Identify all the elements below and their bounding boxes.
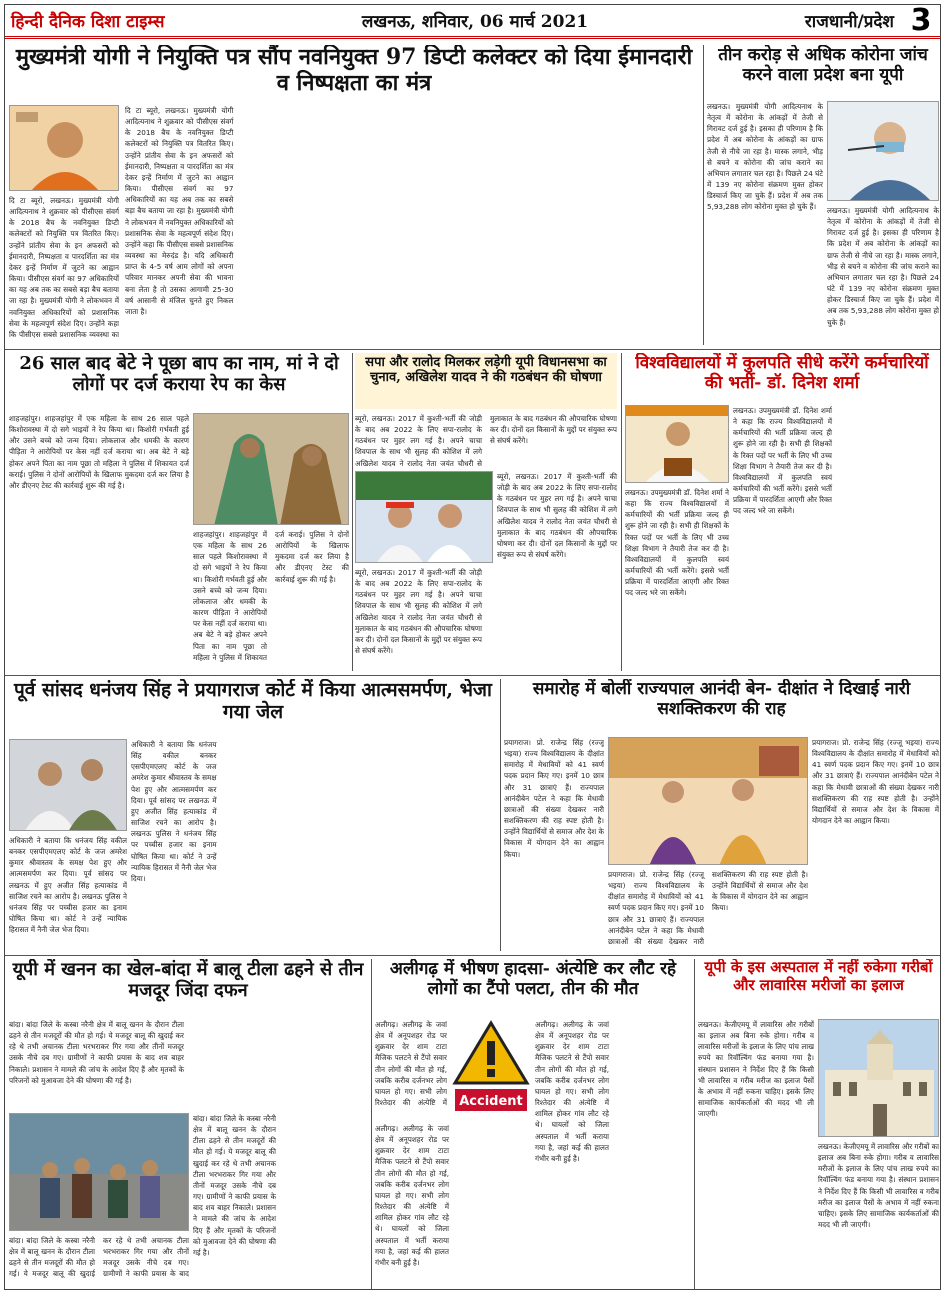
banda-body-a: बांदा। बांदा जिले के कस्बा नरैनी क्षेत्र में बालू खनन के दौरान टीला ढहने से तीन मजदूरों की मौत हो गई। ये मजदूर बालू की खुदाई कर रहे थे तभी अचानक टीला भरभराकर गिर गया और तीनों मजदूर उसके नीचे दब गए। ग्रामीणों ने काफी प्रयास के बाद शव बाहर निकाले। प्रशासन ने मामले की जांच के आदेश दिए हैं और मृतकों के परिजनों को मुआवजा देने की घोषणा की गई है। <box>9 1020 184 1085</box>
kgmu-photo <box>818 1019 939 1137</box>
dhananjay-body-a: अधिकारी ने बताया कि धनंजय सिंह वकील बनकर एसपीएमएलए कोर्ट के जज अमरेश कुमार श्रीवास्तव के समक्ष पेश हुए और आत्मसमर्पण कर दिया। पूर्व सांसद पर लखनऊ में हुए अजीत सिंह हत्याकांड में साजिश रचने का आरोप है। लखनऊ पुलिस ने धनंजय सिंह पर पच्चीस हजार का इनाम घोषित किया था। कोर्ट ने उन्हें न्यायिक हिरासत में नैनी जेल भेज दिया। <box>9 836 127 935</box>
lead-body-cols: दि टा ब्यूरो, लखनऊ। मुख्यमंत्री योगी आदित्यनाथ ने शुक्रवार को पीसीएस संवर्ग के 2018 बैच के नवनियुक्त डिप्टी कलेक्टरों को नियुक्ति पत्र वितरित किए। उन्होंने प्रांतीय सेवा के इन अफसरों को ईमानदारी, निष्पक्षता व पारदर्शिता का मंत्र देकर इन्हें निर्माण में जुटने का आह्वान किया। पीसीएस संवर्ग का 97 अधिकारियों का यह अब तक का सबसे बड़ा बैच बताया जा रहा है। मुख्यमंत्री योगी ने लोकभवन में नवनियुक्त अधिकारियों को प्रशासनिक सेवा के महत्वपूर्ण संदेश दिए। उन्होंने कहा कि पीसीएस सबसे प्रशासनिक व्यवस्था का मेरुदंड है। यदि अधिकारी प्राप्त के 4-5 वर्ष आम लोगों को अपना परिवार मानकर अपनी सेवा की भावना बना लेता है तो उसका आगामी 25-30 वर्ष आसानी से मंजिल चुनते हुए निकल जाता है। <box>125 106 234 316</box>
dhananjay-body-b: अधिकारी ने बताया कि धनंजय सिंह वकील बनकर एसपीएमएलए कोर्ट के जज अमरेश कुमार श्रीवास्तव के समक्ष पेश हुए और आत्मसमर्पण कर दिया। पूर्व सांसद पर लखनऊ में हुए अजीत सिंह हत्याकांड में साजिश रचने का आरोप है। लखनऊ पुलिस ने धनंजय सिंह पर पच्चीस हजार का इनाम घोषित किया था। कोर्ट ने उन्हें न्यायिक हिरासत में नैनी जेल भेज दिया। <box>131 740 217 883</box>
banda-photo <box>9 1113 189 1231</box>
yogi-photo <box>9 105 119 191</box>
rape-headline: 26 साल बाद बेटे ने पूछा बाप का नाम, मां ने दो लोगों पर दर्ज कराया रेप का केस <box>19 353 339 396</box>
hospital-body-a: लखनऊ। केजीएमयू में लावारिस और गरीबों का इलाज अब बिना रुके होगा। गरीब व लावारिस मरीजों के इलाज के लिए पांच लाख रुपये का रिवॉल्विंग फंड बनाया गया है। संस्थान प्रशासन ने निर्देश दिए हैं कि किसी भी लावारिस व गरीब मरीज का इलाज पैसों के अभाव में नहीं रुकना चाहिए। इसके लिए सामाजिक कार्यकर्ताओं की मदद भी ली जाएगी। <box>698 1020 814 1119</box>
dhananjay-headline: पूर्व सांसद धनंजय सिंह ने प्रयागराज कोर्ट में किया आत्मसमर्पण, भेजा गया जेल <box>14 679 492 724</box>
corona-test-photo <box>827 101 939 201</box>
hospital-article <box>698 959 939 1289</box>
vc-article <box>625 353 939 671</box>
rape-article <box>9 353 349 671</box>
sapa-article <box>355 353 617 671</box>
sapa-body-top: ब्यूरो, लखनऊ। 2017 में कुश्ती-भर्ती की जोड़ी के बाद अब 2022 के लिए सपा-रालोद के गठबंधन पर मुहर लग गई है। अपने चाचा शिवपाल के साथ भी सुलह की कोशिश में लगे अखिलेश यादव ने रालोद नेता जयंत चौधरी से मुलाकात के बाद गठबंधन की औपचारिक घोषणा कर दी। दोनों दल किसानों के मुद्दों पर संयुक्त रूप से संघर्ष करेंगे। <box>355 414 617 468</box>
sapa-body-side: ब्यूरो, लखनऊ। 2017 में कुश्ती-भर्ती की जोड़ी के बाद अब 2022 के लिए सपा-रालोद के गठबंधन पर मुहर लग गई है। अपने चाचा शिवपाल के साथ भी सुलह की कोशिश में लगे अखिलेश यादव ने रालोद नेता जयंत चौधरी से मुलाकात के बाद गठबंधन की औपचारिक घोषणा कर दी। दोनों दल किसानों के मुद्दों पर संयुक्त रूप से संघर्ष करेंगे। <box>497 472 617 560</box>
corona-body-right: लखनऊ। मुख्यमंत्री योगी आदित्यनाथ के नेतृत्व में कोरोना के आंकड़ों में तेजी से गिरावट दर्ज हुई है। इसका ही परिणाम है कि प्रदेश में अब कोरोना के आंकड़ों का ग्राफ तेजी से नीचे जा रहा है। मास्क लगाने, भीड़ से बचने व कोरोना की जांच कराने का अभियान लगातार चल रहा है। पिछले 24 घंटे में 139 नए कोरोना संक्रमण मुक्त होकर डिस्चार्ज किए जा चुके हैं। प्रदेश में अब तक 5,93,288 लोग कोरोना मुक्त हो चुके हैं। <box>827 206 939 327</box>
paper-name: हिन्दी दैनिक दिशा टाइम्स <box>11 12 165 32</box>
lead-article <box>9 45 699 345</box>
banda-headline: यूपी में खनन का खेल-बांदा में बालू टीला ढहने से तीन मजदूर जिंदा दफन <box>12 959 364 1002</box>
lead-body: दि टा ब्यूरो, लखनऊ। मुख्यमंत्री योगी आदित्यनाथ ने शुक्रवार को पीसीएस संवर्ग के 2018 बैच के नवनियुक्त डिप्टी कलेक्टरों को नियुक्ति पत्र वितरित किए। उन्होंने प्रांतीय सेवा के इन अफसरों को ईमानदारी, निष्पक्षता व पारदर्शिता का मंत्र देकर इन्हें निर्माण में जुटने का आह्वान किया। पीसीएस संवर्ग का 97 अधिकारियों का यह अब तक का सबसे बड़ा बैच बताया जा रहा है। मुख्यमंत्री योगी ने लोकभवन में नवनियुक्त अधिकारियों को प्रशासनिक सेवा के महत्वपूर्ण संदेश दिए। उन्होंने कहा कि पीसीएस सबसे प्रशासनिक व्यवस्था का <box>9 196 119 339</box>
anandi-body-b: प्रयागराज। प्रो. राजेन्द्र सिंह (रज्जू भइया) राज्य विश्वविद्यालय के दीक्षांत समारोह में मेधावियों को 41 स्वर्ण पदक प्रदान किए गए। इनमें 10 छात्र और 31 छात्राएं हैं। राज्यपाल आनंदीबेन पटेल ने कहा कि मेधावी छात्राओं की संख्या देखकर नारी सशक्तिकरण की राह स्पष्ट होती है। उन्होंने विद्यार्थियों से समाज और देश के विकास में योगदान देने का आह्वान किया। <box>608 870 808 946</box>
aligarh-headline: अलीगढ़ में भीषण हादसा- अंत्येष्टि कर लौट रहे लोगों का टैंपो पलटा, तीन की मौत <box>389 959 677 1000</box>
vc-body-b: लखनऊ। उपमुख्यमंत्री डॉ. दिनेश शर्मा ने कहा कि राज्य विश्वविद्यालयों में कर्मचारियों की भर्ती प्रक्रिया जल्द ही शुरू होने जा रही है। सभी ही शिक्षकों के रिक्त पदों पर भर्ती के लिए भी उच्च शिक्षा विभाग ने तैयारी तेज कर दी है। विश्वविद्यालयों में कुलपति स्वयं कर्मचारियों की भर्ती करेंगे। इससे भर्ती प्रक्रिया में पारदर्शिता आएगी और रिक्त पद जल्द भरे जा सकेंगे। <box>733 406 832 516</box>
page-number: 3 <box>902 6 940 36</box>
newspaper-page <box>4 4 941 1290</box>
sapa-body-bottom: ब्यूरो, लखनऊ। 2017 में कुश्ती-भर्ती की जोड़ी के बाद अब 2022 के लिए सपा-रालोद के गठबंधन पर मुहर लग गई है। अपने चाचा शिवपाल के साथ भी सुलह की कोशिश में लगे अखिलेश यादव ने रालोद नेता जयंत चौधरी से मुलाकात के बाद गठबंधन की औपचारिक घोषणा कर दी। दोनों दल किसानों के मुद्दों पर संयुक्त रूप से संघर्ष करेंगे। <box>355 568 482 656</box>
aligarh-body-c: अलीगढ़। अलीगढ़ के जवां क्षेत्र में अनूपशहर रोड पर शुक्रवार देर शाम टाटा मैजिक पलटने से टैंपो सवार तीन लोगों की मौत हो गई, जबकि करीब दर्जनभर लोग घायल हो गए। सभी लोग रिश्तेदार की अंत्येष्टि में शामिल होकर गांव लौट रहे थे। घायलों को जिला अस्पताल में भर्ती कराया गया है, जहां कई की हालत गंभीर बनी हुई है। <box>375 1124 449 1267</box>
section-name: राजधानी/प्रदेश <box>804 12 894 32</box>
corona-headline: तीन करोड़ से अधिक कोरोना जांच करने वाला प्रदेश बना यूपी <box>718 45 928 86</box>
lead-headline: मुख्यमंत्री योगी ने नियुक्ति पत्र सौंप नवनियुक्त 97 डिप्टी कलेक्टर को दिया ईमानदारी व निष्पक्षता का मंत्र <box>15 45 693 96</box>
akhilesh-jayant-photo <box>355 471 493 563</box>
aligarh-body-a: अलीगढ़। अलीगढ़ के जवां क्षेत्र में अनूपशहर रोड पर शुक्रवार देर शाम टाटा मैजिक पलटने से टैंपो सवार तीन लोगों की मौत हो गई, जबकि करीब दर्जनभर लोग घायल हो गए। सभी लोग रिश्तेदार की अंत्येष्टि में <box>375 1020 447 1108</box>
corona-body: लखनऊ। मुख्यमंत्री योगी आदित्यनाथ के नेतृत्व में कोरोना के आंकड़ों में तेजी से गिरावट दर्ज हुई है। इसका ही परिणाम है कि प्रदेश में अब कोरोना के आंकड़ों का ग्राफ तेजी से नीचे जा रहा है। मास्क लगाने, भीड़ से बचने व कोरोना की जांच कराने का अभियान लगातार चल रहा है। पिछले 24 घंटे में 139 नए कोरोना संक्रमण मुक्त होकर डिस्चार्ज किए जा चुके हैं। प्रदेश में अब तक 5,93,288 लोग कोरोना मुक्त हो चुके हैं। <box>707 102 823 212</box>
aligarh-article <box>375 959 691 1289</box>
anandi-body-a: प्रयागराज। प्रो. राजेन्द्र सिंह (रज्जू भइया) राज्य विश्वविद्यालय के दीक्षांत समारोह में मेधावियों को 41 स्वर्ण पदक प्रदान किए गए। इनमें 10 छात्र और 31 छात्राएं हैं। राज्यपाल आनंदीबेन पटेल ने कहा कि मेधावी छात्राओं की संख्या देखकर नारी सशक्तिकरण की राह स्पष्ट होती है। उन्होंने विद्यार्थियों से समाज और देश के विकास में योगदान देने का आह्वान किया। <box>504 738 604 859</box>
rape-photo <box>193 413 349 525</box>
sapa-headline: सपा और रालोद मिलकर लड़ेगी यूपी विधानसभा का चुनाव, अखिलेश यादव ने की गठबंधन की घोषणा <box>355 353 617 409</box>
dinesh-sharma-photo <box>625 405 729 483</box>
masthead <box>5 2 940 39</box>
hospital-headline: यूपी के इस अस्पताल में नहीं रुकेगा गरीबों और लावारिस मरीजों का इलाज <box>704 959 933 994</box>
corona-article <box>707 45 939 345</box>
banda-body-c: बांदा। बांदा जिले के कस्बा नरैनी क्षेत्र में बालू खनन के दौरान टीला ढहने से तीन मजदूरों की मौत हो गई। ये मजदूर बालू की खुदाई कर रहे थे तभी अचानक टीला भरभराकर गिर गया और तीनों मजदूर उसके नीचे दब गए। ग्रामीणों ने काफी प्रयास के बाद <box>9 1236 189 1279</box>
banda-body-b: बांदा। बांदा जिले के कस्बा नरैनी क्षेत्र में बालू खनन के दौरान टीला ढहने से तीन मजदूरों की मौत हो गई। ये मजदूर बालू की खुदाई कर रहे थे तभी अचानक टीला भरभराकर गिर गया और तीनों मजदूर उसके नीचे दब गए। ग्रामीणों ने काफी प्रयास के बाद शव बाहर निकाले। प्रशासन ने मामले की जांच के आदेश दिए हैं और मृतकों के परिजनों को मुआवजा देने की घोषणा की गई है। <box>193 1114 276 1257</box>
dhananjay-photo <box>9 739 127 831</box>
rape-body-right: शाहजहांपुर। शाहजहांपुर में एक महिला के साथ 26 साल पहले किशोरावस्था में दो सगे भाइयों ने रेप किया था। किशोरी गर्भवती हुई और उसने बच्चे को जन्म दिया। लोकलाज और धमकी के कारण पीड़िता ने आरोपियों पर केस नहीं दर्ज कराया था। अब बेटे ने बड़े होकर अपने पिता का नाम पूछा तो महिला ने पुलिस में शिकायत दर्ज कराई। पुलिस ने दोनों आरोपियों के खिलाफ मुकदमा दर्ज कर लिया है और डीएनए टेस्ट की कार्रवाई शुरू की गई है। <box>193 530 349 662</box>
anandi-headline: समारोह में बोलीं राज्यपाल आनंदी बेन- दीक्षांत ने दिखाई नारी सशक्तिकरण की राह <box>532 679 911 720</box>
dhananjay-article <box>9 679 497 951</box>
accident-sign-text: Accident <box>459 1094 523 1109</box>
rape-body-left: शाहजहांपुर। शाहजहांपुर में एक महिला के साथ 26 साल पहले किशोरावस्था में दो सगे भाइयों ने रेप किया था। किशोरी गर्भवती हुई और उसने बच्चे को जन्म दिया। लोकलाज और धमकी के कारण पीड़िता ने आरोपियों पर केस नहीं दर्ज कराया था। अब बेटे ने बड़े होकर अपने पिता का नाम पूछा तो महिला ने पुलिस में शिकायत दर्ज कराई। पुलिस ने दोनों आरोपियों के खिलाफ मुकदमा दर्ज कर लिया है और डीएनए टेस्ट की कार्रवाई शुरू की गई है। <box>9 414 189 490</box>
convocation-photo <box>608 737 808 865</box>
anandi-body-c: प्रयागराज। प्रो. राजेन्द्र सिंह (रज्जू भइया) राज्य विश्वविद्यालय के दीक्षांत समारोह में मेधावियों को 41 स्वर्ण पदक प्रदान किए गए। इनमें 10 छात्र और 31 छात्राएं हैं। राज्यपाल आनंदीबेन पटेल ने कहा कि मेधावी छात्राओं की संख्या देखकर नारी सशक्तिकरण की राह स्पष्ट होती है। उन्होंने विद्यार्थियों से समाज और देश के विकास में योगदान देने का आह्वान किया। <box>812 738 939 826</box>
vc-headline: विश्वविद्यालयों में कुलपति सीधे करेंगे कर्मचारियों की भर्ती- डॉ. दिनेश शर्मा <box>635 353 929 394</box>
dateline: लखनऊ, शनिवार, 06 मार्च 2021 <box>361 12 589 32</box>
aligarh-body-b: अलीगढ़। अलीगढ़ के जवां क्षेत्र में अनूपशहर रोड पर शुक्रवार देर शाम टाटा मैजिक पलटने से टैंपो सवार तीन लोगों की मौत हो गई, जबकि करीब दर्जनभर लोग घायल हो गए। सभी लोग रिश्तेदार की अंत्येष्टि में शामिल होकर गांव लौट रहे थे। घायलों को जिला अस्पताल में भर्ती कराया गया है, जहां कई की हालत गंभीर बनी हुई है। <box>535 1020 609 1163</box>
accident-graphic <box>451 1019 531 1119</box>
anandi-article <box>504 679 939 951</box>
hospital-body-b: लखनऊ। केजीएमयू में लावारिस और गरीबों का इलाज अब बिना रुके होगा। गरीब व लावारिस मरीजों के इलाज के लिए पांच लाख रुपये का रिवॉल्विंग फंड बनाया गया है। संस्थान प्रशासन ने निर्देश दिए हैं कि किसी भी लावारिस व गरीब मरीज का इलाज पैसों के अभाव में नहीं रुकना चाहिए। इसके लिए सामाजिक कार्यकर्ताओं की मदद भी ली जाएगी। <box>818 1142 939 1230</box>
banda-article <box>9 959 367 1289</box>
vc-body-a: लखनऊ। उपमुख्यमंत्री डॉ. दिनेश शर्मा ने कहा कि राज्य विश्वविद्यालयों में कर्मचारियों की भर्ती प्रक्रिया जल्द ही शुरू होने जा रही है। सभी ही शिक्षकों के रिक्त पदों पर भर्ती के लिए भी उच्च शिक्षा विभाग ने तैयारी तेज कर दी है। विश्वविद्यालयों में कुलपति स्वयं कर्मचारियों की भर्ती करेंगे। इससे भर्ती प्रक्रिया में पारदर्शिता आएगी और रिक्त पद जल्द भरे जा सकेंगे। <box>625 488 729 598</box>
